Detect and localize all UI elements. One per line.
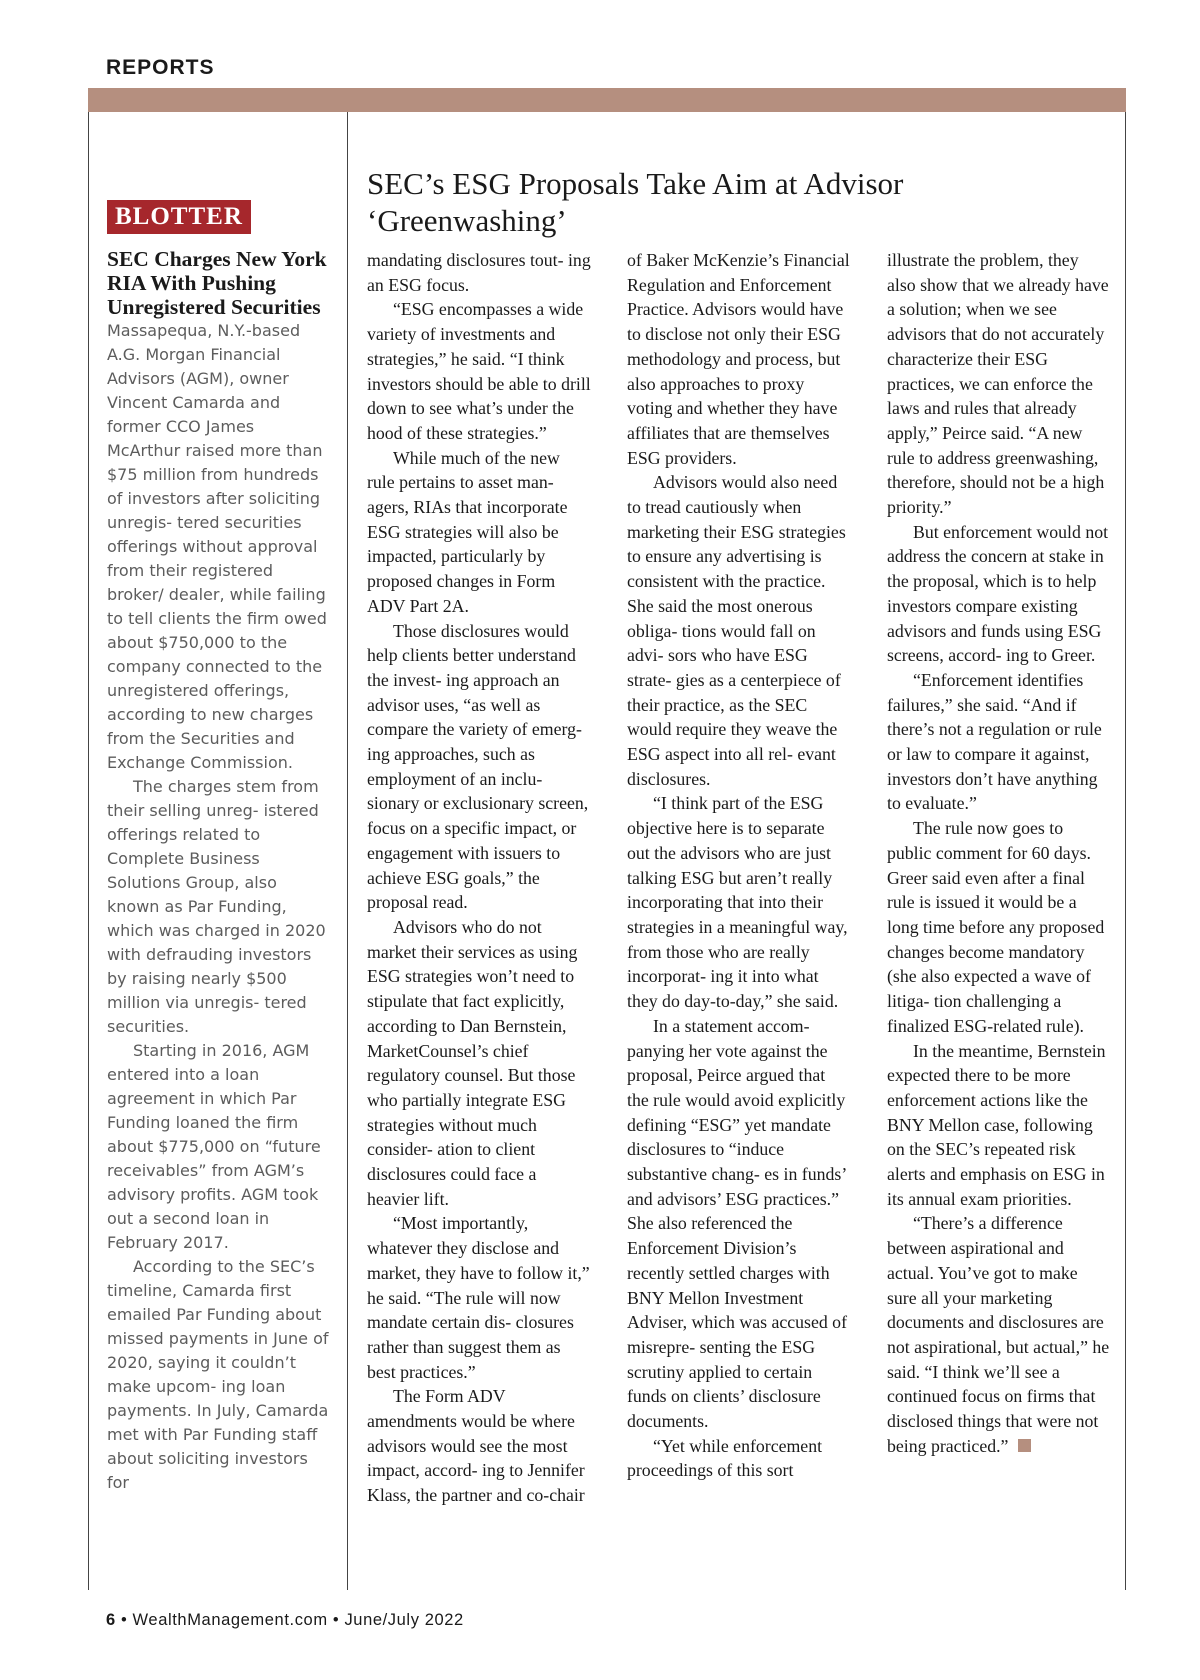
footer-issue: June/July 2022: [344, 1611, 464, 1629]
article-paragraph: “I think part of the ESG objective here is to separate out the advisors who are just talking ESG but aren’t really incorporating that into their strategies in a meaningful way, from those who are really incorporat- ing it into what they do day-to-day,” she said.: [627, 793, 848, 1012]
sidebar-paragraph: Starting in 2016, AGM entered into a loan agreement in which Par Funding loaned the firm about $775,000 on “future receivables” from AGM’s advisory profits. AGM took out a second loan in February 2017.: [107, 1041, 321, 1252]
page-number: 6: [106, 1611, 116, 1629]
footer-site: WealthManagement.com: [132, 1611, 328, 1629]
article-paragraph: “Most importantly, whatever they disclose and market, they have to follow it,” he said. “The rule will now mandate certain dis- closures rather than suggest them as best practices.”: [367, 1213, 590, 1382]
article-headline-line2: ‘Greenwashing’: [367, 203, 567, 238]
article-paragraph: “ESG encompasses a wide variety of investments and strategies,” he said. “I think investors should be able to drill down to see what’s under the hood of these strategies.”: [367, 299, 591, 443]
article-closing-text: “There’s a difference between aspirational and actual. You’ve got to make sure all your marketing documents and disclosures are not aspirational, but actual,” he said. “I think we’ll see a continued focus on firms that disclosed things that were not being practiced.”: [887, 1213, 1110, 1456]
article-paragraph: While much of the new rule pertains to asset man- agers, RIAs that incorporate ESG strategies will also be impacted, particularly by proposed changes in Form ADV Part 2A.: [367, 447, 568, 616]
frame-rule-left: [88, 112, 89, 1590]
sidebar-paragraph: The charges stem from their selling unreg- istered offerings related to Complete Business Solutions Group, also known as Par Funding, which was charged in 2020 with defrauding investors by raising nearly $500 million via unregis- tered securities.: [107, 777, 326, 1036]
blotter-sidebar: [107, 200, 329, 1495]
article-paragraph: illustrate the problem, they also show that we already have a solution; when we see advisors that do not accurately characterize their ESG practices, we can enforce the laws and rules that already apply,” Peirce said. “A new rule to address greenwashing, therefore, should not be a high priority.”: [887, 250, 1109, 518]
article-paragraph: In a statement accom- panying her vote against the proposal, Peirce argued that the rule would avoid explicitly defining “ESG” yet mandate disclosures to “induce substantive chang- es in funds’ and advisors’ ESG practices.” She also referenced the Enforcement Division’s recently settled charges with BNY Mellon Investment Adviser, which was accused of misrepre- senting the ESG scrutiny applied to certain funds on clients’ disclosure documents.: [627, 1015, 847, 1432]
blotter-badge: BLOTTER: [107, 200, 251, 234]
sidebar-paragraph: According to the SEC’s timeline, Camarda first emailed Par Funding about missed payments in June of 2020, saying it couldn’t make upcom- ing loan payments. In July, Camarda met with Par Funding staff about soliciting investors for: [107, 1257, 329, 1492]
article-paragraph: mandating disclosures tout- ing an ESG focus.: [367, 250, 591, 295]
sidebar-paragraph: Massapequa, N.Y.-based A.G. Morgan Financial Advisors (AGM), owner Vincent Camarda and former CCO James McArthur raised more than $75 million from hundreds of investors after soliciting unregis- tered securities offerings without approval from their registered broker/ dealer, while failing to tell clients the firm owed about $750,000 to the company connected to the unregistered offerings, according to new charges from the Securities and Exchange Commission.: [107, 321, 327, 772]
end-of-article-mark: [1018, 1439, 1031, 1452]
article-paragraph: “Yet while enforcement proceedings of this sort: [627, 1435, 823, 1481]
section-label: REPORTS: [106, 56, 215, 79]
article-headline: [367, 165, 1107, 239]
article-paragraph: The rule now goes to public comment for 60 days. Greer said even after a final rule is issued it would be a long time before any proposed changes become mandatory (she also expected a wave of litiga- tion challenging a finalized ESG-related rule).: [887, 818, 1105, 1036]
article-paragraph: Those disclosures would help clients better understand the invest- ing approach an advisor uses, “as well as compare the variety of emerg- ing approaches, such as employment of an inclu- sionary or exclusionary screen, focus on a specific impact, or engagement with issuers to achieve ESG goals,” the proposal read.: [367, 620, 589, 913]
page-footer: [106, 1611, 464, 1630]
footer-separator: •: [332, 1611, 340, 1629]
article-column-2: [627, 248, 851, 1483]
accent-bar: [88, 88, 1126, 112]
article-paragraph: [887, 1211, 1111, 1458]
article-paragraph: “Enforcement identifies failures,” she said. “And if there’s not a regulation or rule or law to compare it against, investors don’t have anything to evaluate.”: [887, 669, 1102, 814]
article-column-1: [367, 248, 591, 1508]
article-paragraph: But enforcement would not address the concern at stake in the proposal, which is to help investors compare existing advisors and funds using ESG screens, accord- ing to Greer.: [887, 521, 1109, 666]
article-paragraph: Advisors would also need to tread cautiously when marketing their ESG strategies to ensure any advertising is consistent with the practice. She said the most onerous obliga- tions would fall on advi- sors who have ESG strate- gies as a centerpiece of their practice, as the SEC would require they weave the ESG aspect into all rel- evant disclosures.: [627, 472, 846, 789]
sidebar-headline: SEC Charges New York RIA With Pushing Unregistered Securities: [107, 247, 327, 319]
article-headline-line1: SEC’s ESG Proposals Take Aim at Advisor: [367, 166, 904, 201]
article-paragraph: of Baker McKenzie’s Financial Regulation and Enforcement Practice. Advisors would have to disclose not only their ESG methodology and process, but also approaches to proxy voting and whether they have affiliates that are themselves ESG providers.: [627, 250, 850, 468]
article-column-3: [887, 248, 1111, 1458]
frame-rule-right: [1125, 112, 1126, 1590]
article-paragraph: The Form ADV amendments would be where advisors would see the most impact, accord- ing to Jennifer Klass, the partner and co-chair: [367, 1386, 585, 1506]
sidebar-body: [107, 319, 329, 1495]
footer-separator: •: [120, 1611, 128, 1629]
frame-rule-middle: [347, 112, 348, 1590]
article-paragraph: Advisors who do not market their services as using ESG strategies won’t need to stipulate that fact explicitly, according to Dan Bernstein, MarketCounsel’s chief regulatory counsel. But those who partially integrate ESG strategies without much consider- ation to client disclosures could face a heavier lift.: [367, 916, 578, 1209]
article-paragraph: In the meantime, Bernstein expected there to be more enforcement actions like the BNY Mellon case, following on the SEC’s repeated risk alerts and emphasis on ESG in its annual exam priorities.: [887, 1040, 1106, 1209]
